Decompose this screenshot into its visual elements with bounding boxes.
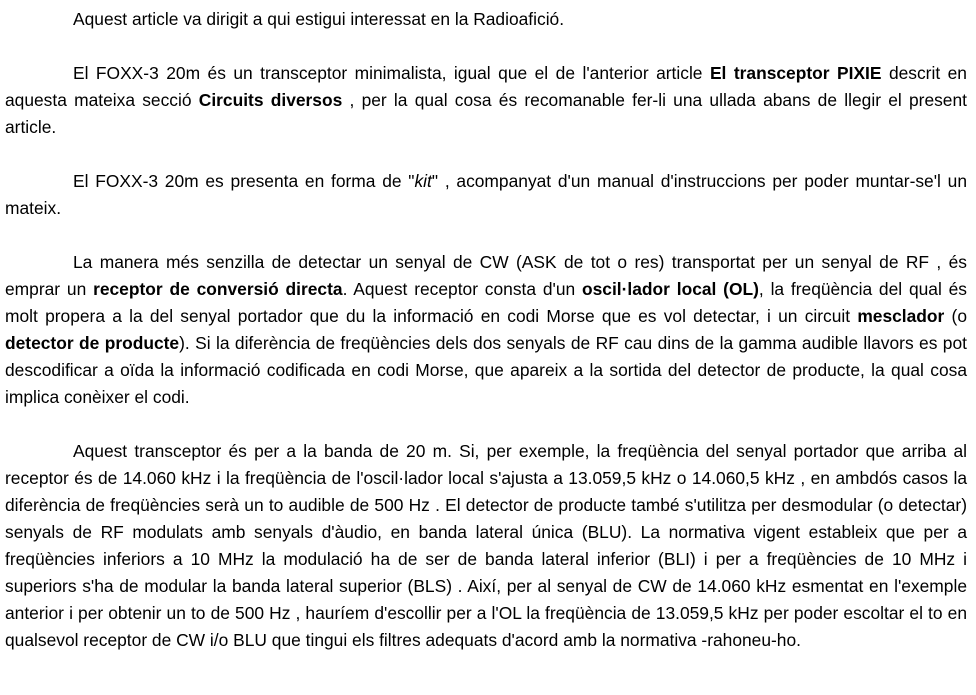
paragraph-kit xyxy=(5,168,967,222)
paragraph-foxx3-description xyxy=(5,60,967,141)
term-local-oscillator: oscil·lador local (OL) xyxy=(582,279,759,299)
text-segment: (o xyxy=(944,306,968,326)
text-segment: . Aquest receptor consta d'un xyxy=(342,279,582,299)
article-reference-pixie: El transceptor PIXIE xyxy=(709,63,882,83)
text-segment: descrit en aquesta mateixa secció xyxy=(5,63,967,110)
text-segment: El FOXX-3 20m es presenta en forma de " xyxy=(73,171,415,191)
text-segment: Aquest article va dirigit a qui estigui interessat en la Radioafició. xyxy=(73,9,565,29)
text-segment: , la freqüència del qual és molt propera a la del senyal portador que du la informació en codi Morse que es vol detectar, i un circuit xyxy=(5,279,968,326)
text-segment: ). Si la diferència de freqüències dels dos senyals de RF cau dins de la gamma audible llavors es pot descodificar a oïda la informació codificada en codi Morse, que apareix a la sortida del detector de producte, la qual cosa implica conèixer el codi. xyxy=(5,333,967,407)
text-segment: " , acompanyat d'un manual d'instruccions per poder muntar-se'l un mateix. xyxy=(5,171,968,218)
term-product-detector: detector de producte xyxy=(5,333,180,353)
article-body xyxy=(5,6,967,681)
text-segment: El FOXX-3 20m és un transceptor minimalista, igual que el de l'anterior article xyxy=(73,63,710,83)
term-mixer: mesclador xyxy=(857,306,945,326)
paragraph-direct-conversion xyxy=(5,249,967,411)
text-segment: Aquest transceptor és per a la banda de 20 m. Si, per exemple, la freqüència del senyal portador que arriba al receptor és de 14.060 kHz i la freqüència de l'oscil·lador local s'ajusta a 13.059,5 kHz o 14.060,5 kHz , en ambdós casos la diferència de freqüències serà un to audible de 500 Hz . El detector de producte també s'utilitza per desmodular (o detectar) senyals de RF modulats amb senyals d'àudio, en banda lateral única (BLU). La normativa vigent estableix que per a freqüències inferiors a 10 MHz la modulació ha de ser de banda lateral inferior (BLI) i per a freqüències de 10 MHz i superiors s'ha de modular la banda lateral superior (BLS) . Així, per al senyal de CW de 14.060 kHz esmentat en l'exemple anterior i per obtenir un to de 500 Hz , hauríem d'escollir per a l'OL la freqüència de 13.059,5 kHz per poder escoltar el to en qualsevol receptor de CW i/o BLU que tingui els filtres adequats d'acord amb la normativa -rahoneu-ho. xyxy=(5,441,967,650)
text-segment: La manera més senzilla de detectar un senyal de CW (ASK de tot o res) transportat per un senyal de RF , és emprar un xyxy=(5,252,967,299)
term-direct-conversion-receiver: receptor de conversió directa xyxy=(93,279,343,299)
text-segment: , per la qual cosa és recomanable fer-li una ullada abans de llegir el present article. xyxy=(5,90,967,137)
kit-term: kit xyxy=(414,171,432,191)
section-reference: Circuits diversos xyxy=(198,90,343,110)
paragraph-intro xyxy=(5,6,967,33)
paragraph-20m-band xyxy=(5,438,967,654)
